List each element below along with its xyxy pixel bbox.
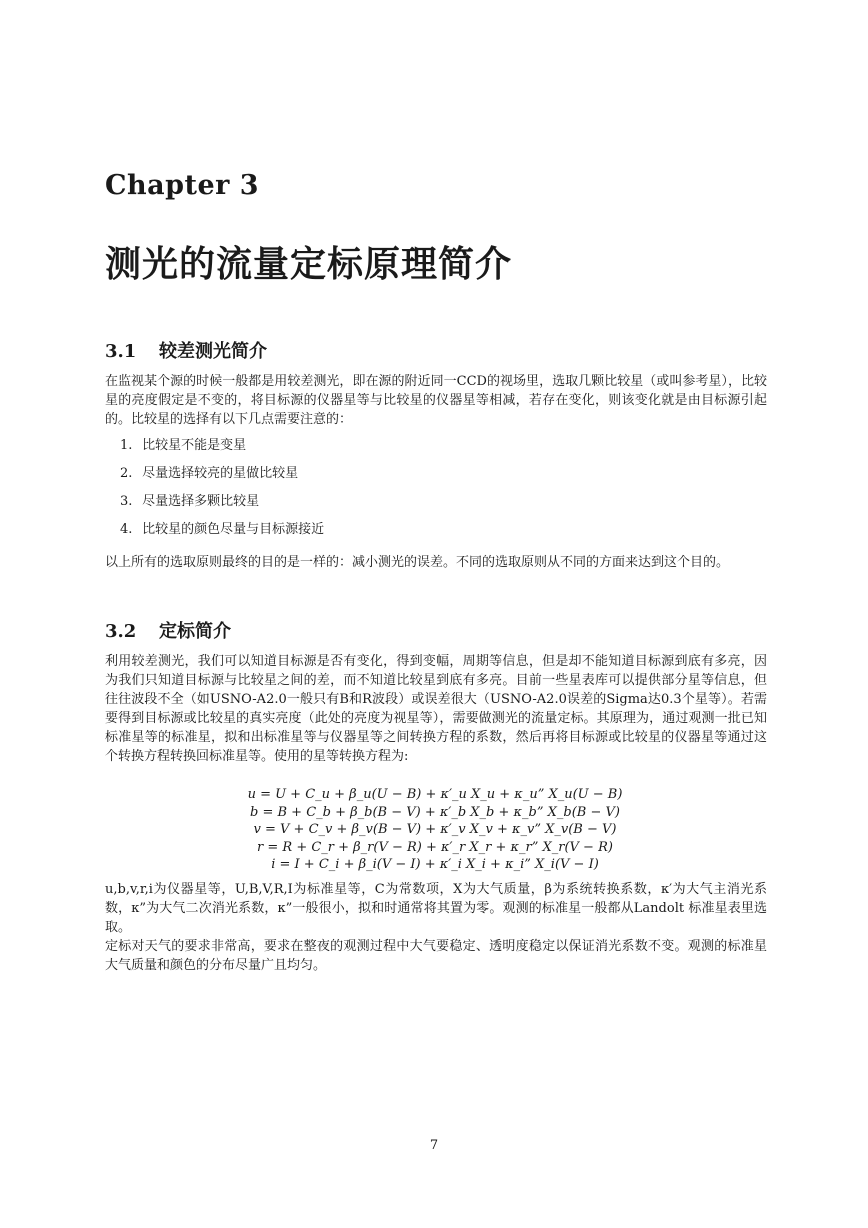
section-title: 定标简介	[159, 621, 231, 642]
equation-r: r = R + C_r + β_r(V − R) + κ′_r X_r + κ_r” X_r(V − R)	[257, 839, 613, 855]
section1-intro-paragraph: 在监视某个源的时候一般都是用较差测光，即在源的附近同一CCD的视场里，选取几颗比较星（或叫参考星），比较星的亮度假定是不变的，将目标源的仪器星等与比较星的仪器星等相减，若存在变化，则该变化就是由目标源引起的。比较星的选择有以下几点需要注意的：	[105, 374, 767, 427]
equation-b: b = B + C_b + β_b(B − V) + κ′_b X_b + κ_b” X_b(B − V)	[250, 804, 620, 820]
list-item: 1. 比较星不能是变星	[120, 438, 247, 453]
section-heading-3-2	[105, 617, 231, 643]
equation-u: u = U + C_u + β_u(U − B) + κ′_u X_u + κ_u” X_u(U − B)	[247, 787, 623, 802]
section2-intro-paragraph: 利用较差测光，我们可以知道目标源是否有变化，得到变幅，周期等信息，但是却不能知道目标源到底有多亮，因为我们只知道目标源与比较星之间的差，而不知道比较星到底有多亮。目前一些星表库可以提供部分星等信息，但往往波段不全（如USNO-A2.0一般只有B和R波段）或误差很大（USNO-A2.0误差的Sigma达0.3个星等）。若需要得到目标源或比较星的真实亮度（此处的亮度为视星等），需要做测光的流量定标。其原理为，通过观测一批已知标准星等的标准星，拟和出标准星等与仪器星等之间转换方程的系数，然后再将目标源或比较星的仪器星等通过这个转换方程转换回标准星等。使用的星等转换方程为:	[105, 654, 767, 764]
section2-requirement-paragraph: 定标对天气的要求非常高，要求在整夜的观测过程中大气要稳定、透明度稳定以保证消光系数不变。观测的标准星大气质量和颜色的分布尽量广且均匀。	[105, 939, 767, 973]
chapter-label: Chapter 3	[105, 170, 260, 201]
magnitude-transformation-equations	[235, 786, 635, 874]
section-title: 较差测光简介	[159, 341, 267, 362]
section2-explanation-paragraph: u,b,v,r,i为仪器星等，U,B,V,R,I为标准星等，C为常数项，X为大气质量，β为系统转换系数，κ′为大气主消光系数，κ”为大气二次消光系数，κ”一般很小，拟和时通常将其置为零。观测的标准星一般都从Landolt 标准星表里选取。	[105, 882, 767, 935]
section-heading-3-1	[105, 337, 267, 363]
list-item: 3. 尽量选择多颗比较星	[120, 494, 260, 509]
equation-i: i = I + C_i + β_i(V − I) + κ′_i X_i + κ_i” X_i(V − I)	[271, 857, 599, 872]
section-number: 3.1	[105, 341, 137, 362]
chapter-title: 测光的流量定标原理简介	[105, 243, 513, 285]
section1-conclusion-paragraph: 以上所有的选取原则最终的目的是一样的：减小测光的误差。不同的选取原则从不同的方面来达到这个目的。	[105, 555, 730, 570]
page-number: 7	[429, 1138, 439, 1153]
section-number: 3.2	[105, 621, 137, 642]
list-item: 4. 比较星的颜色尽量与目标源接近	[120, 522, 325, 537]
list-item: 2. 尽量选择较亮的星做比较星	[120, 466, 299, 481]
comparison-star-criteria-list	[120, 436, 324, 548]
equation-v: v = V + C_v + β_v(B − V) + κ′_v X_v + κ_v” X_v(B − V)	[253, 822, 617, 837]
